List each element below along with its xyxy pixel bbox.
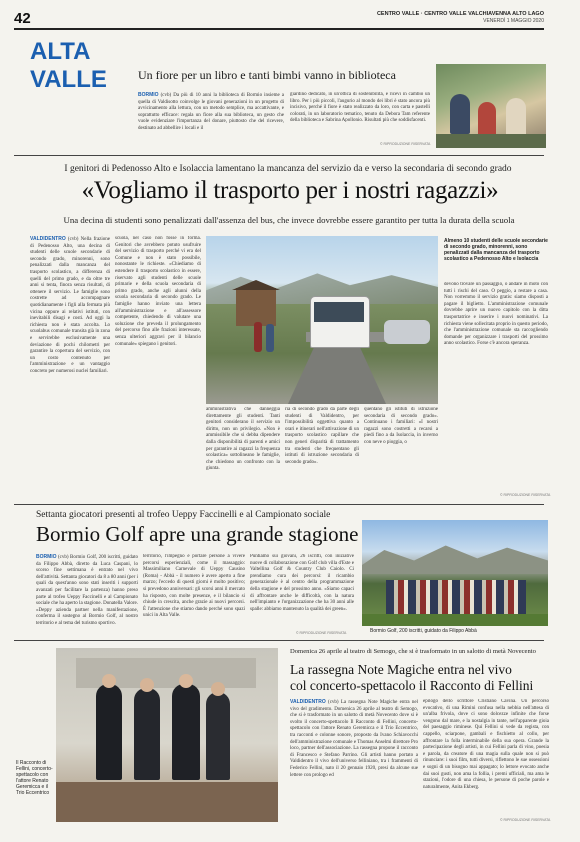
article3-lead: BORMIO — [36, 554, 57, 560]
article1-photo — [436, 64, 546, 148]
article3-col3: Puntiamo sui giovani, 26 iscritti, con iniziative nuove di collaborazione con Golf club villa d'Este e Valtellina Golf & Country Club Caiolo. Ci prendiamo cura dei percorsi: il ricambio generazionale è al centro della programmazione della stagione e del prossimo anno. «Siamo capaci di affrontare anche le difficoltà, con la natura nell'impianto e l'organizzazione che ha 30 anni alle spalle: abbiamo mantenuto la qualità dei green». — [250, 554, 354, 612]
issue-date: VENERDÌ 1 MAGGIO 2020 — [483, 18, 544, 24]
article2-col1-text: (cvb) Nella frazione di Pedenosso Alto, una decina di studenti delle scuole secondarie di secondo grado, minorenni, sono penalizzati dalla mancanza del trasporto scolastico, a differenza di quelli del primo grado, e da oltre tre anni si tenta, finora senza risultati, di ottenere il servizio. Le famiglie sono costrette ad accompagnare quotidianamente i figli alla fermata più vicina oppure ai relativi istituti, con inevitabili disagi e costi. Ad oggi la richiesta non è stata accolta. Lo scuolabus comunale transita già in zona e servirebbe esclusivamente una deviazione di pochi chilometri per garantire la copertura del servizio, con un costo contenuto per l'amministrazione e un vantaggio concreto per numerosi nuclei familiari. — [30, 237, 110, 374]
article3-caption: Bormio Golf, 200 iscritti, guidato da Filippo Abbà — [370, 628, 477, 634]
article2-col4: ria di secondo grado da parte degli studenti di Valdidentro, per l'impossibilità oggettiva quanto a orari e itinerari nell'attivazione di un trasporto scolastico capillare che non generi disparità di trattamento tra studenti che frequentano gli istituti di istruzione secondaria di secondo grado». — [285, 407, 359, 465]
article3-photo-golf — [362, 520, 548, 626]
article2-col6: devono trovare un passaggio, o andare in moto con tutti i rischi del caso. O peggio, a restare a casa. Non vorremmo il servizio gratis: siamo disposti a pagare il biglietto. L'amministrazione comunale dovrebbe aprire un nuovo capitolo con la ditta trasportatrice e inserire i nuovi nominativi. La richiesta viene sollecitata proprio in questo periodo, che l'amministrazione comunale sta raccogliendo domande per organizzare i trasporti del prossimo anno scolastico. Forse c'è ancora speranza. — [444, 282, 548, 347]
section-tag-line1: ALTA — [30, 38, 91, 65]
article2-col5: quentano gli istituti di istruzione secondaria di secondo grado». Continuano i familiari: «I nostri ragazzi sono costretti a recarsi a piedi fino a da Isolaccia, in inverno con neve o pioggia, o — [364, 407, 438, 445]
article4-lead: VALDIDENTRO — [290, 699, 326, 705]
article2-subhead: Una decina di studenti sono penalizzati dall'assenza del bus, che invece dovrebbe essere garantito per tutta la durata della scuola — [63, 215, 515, 225]
article2-credit: © RIPRODUZIONE RISERVATA — [500, 493, 551, 497]
page-number: 42 — [14, 10, 31, 27]
article2-caption: Almeno 10 studenti delle scuole secondarie di secondo grado, minorenni, sono penalizzati dalla mancanza del trasporto scolastico a Pedenosso Alto e Isolaccia — [444, 238, 548, 262]
header-rule — [14, 28, 544, 30]
article4-headline-1: La rassegna Note Magiche entra nel vivo — [290, 662, 512, 677]
article4-photo-concert — [56, 648, 278, 822]
article4-col1-text: (cvb) La rassegna Note Magiche entra nel vivo del gradimento. Domenica 26 aprile al teatro di Semogo, che si è trasformato in un salotto di metà Novecento dove si è svolto il concerto-spettacolo Il Racconto di Fellini, concerto-spettacolo con l'attore Renato Geremicca e il Trio Eccentrico, tra racconti e colonne sonore, proposto da Ivano Schiavocchi dell'amministrazione comunale e Thomas Anselmi direttore Pro loco, partner dell'associazione. La rassegna propone il racconto di Francesco e Stefano Parrino. Gli artisti hanno portato a Valdidentro il vivo dell'universo felliniano, tra i frammenti di Federico Fellini, nato il 20 gennaio 1920, presi da alcune sue lettere con prologo ed — [290, 700, 418, 778]
article3-kicker: Settanta giocatori presenti al trofeo Ueppy Faccinelli e al Campionato sociale — [36, 510, 331, 520]
article2-headline: «Vogliamo il trasporto per i nostri ragazzi» — [81, 177, 499, 204]
article3-col1 — [36, 554, 138, 636]
divider-3 — [14, 640, 544, 641]
article1-lead: BORMIO — [138, 92, 159, 98]
article1-col2: giardino dedicato, in un'ottica di sostenibilità, e ricevi in cambio un libro. Per i più piccoli, l'augurio al mondo dei libri è stato ancora più incisivo, perché il fiore è stato realizzato da loro, con carta e pastelli colorati, in un laboratorio tematico, tenuto da Debora Tam referente della biblioteca e Sabrina Apollonio. Risultati più che soddisfacenti. — [290, 92, 430, 124]
article4-col2: epilogo dello scrittore Cristiano Cavina. Un percorso evocativo, di una Rimini confusa nella nebbia nell'attesa di un'alba frivola, dove ci sono dolcezze infinite che forse vengono dal mare, e la nostalgia in tante, nell'apparente gioia del paesaggio riminese. Qui Fellini si vede da regista, con cappello, sciarpone, gambali e fischietto al collo, per affrontare la folla interminabile della sua opera. Grande la partecipazione degli artisti, in cui Fellini parla di vino, poesia e parola, da creatore di una magia sulla quale non si può rinunciare: i suoi film, tutti diversi, riflettono le sue ossessioni e sogni di un bisogno mai appagato; lo lettore evocato anche dai suoi gusti, non ama la follia, i premi ufficiali, ma ama le stazioni, l'odore di una chiesa, le persone di poche parole e naturalmente, Anita Ekberg. — [423, 699, 549, 790]
article4-kicker: Domenica 26 aprile al teatro di Semogo, che si è trasformato in un salotto di metà Novecento — [290, 648, 536, 655]
article4-col1 — [290, 699, 418, 823]
divider-2 — [14, 504, 544, 505]
section-tag-line2: VALLE — [30, 66, 107, 93]
article2-col2: scuola, nel caso non fosse in forma. Genitori che avrebbero potuto usufruire del servizio di trasporto perché vi era del Comune e non è stato possibile, nonostante le richieste. «Chiediamo di estendere il trasporto scolastico in essere, riservato agli studenti delle scuole primarie e della scuola secondaria di primo grado, anche agli alunni della scuola secondaria di secondo grado. Le famiglie hanno inviato una lettera all'amministrazione e all'assessore competente, chiedendo di valutare una soluzione che preveda il prolungamento del percorso fino alle frazioni interessate, senza ulteriori aggravi per il bilancio comunale» spiegano i genitori. — [115, 236, 201, 347]
article1-col1-text: (cvb) Da più di 10 anni la biblioteca di Bormio insieme a quella di Valdisotto coinvolge le giovani generazioni in un progetto di avvicinamento alla lettura, con un metodo semplice, ma accattivante, e soprattutto efficace: regala un fiore alla sua biblioteca, un gesto che vuole evidenziare l'importanza del donare, piuttosto che del ricevere, destinato ad abbellire i locali e il — [138, 93, 284, 131]
article3-col2: territorio, l'impegno è portare persone a vivere percorsi esperienziali, come il massaggio: Massimiliano Carnevale di Ueppy Causino (Roma) - Abbà - il numero è avere aperto a fine marzo; l'eccedo di questi giorni è molto positivo; si prevedono anniversari: gli scorsi anni il mercato ha risposto, con molte presenze, e il bilancio si chiude in crescita, anche grazie ai nuovi percorsi. È l'attenzione che stiamo dando perché sono spazi unici in Alta Valle. — [143, 554, 245, 619]
article1-col1 — [138, 92, 284, 148]
article1-credit: © RIPRODUZIONE RISERVATA — [380, 142, 431, 146]
article4-headline-2: col concerto-spettacolo il Racconto di Fellini — [290, 678, 534, 693]
article4-credit: © RIPRODUZIONE RISERVATA — [500, 818, 551, 822]
article3-col1-text: (cvb) Bormio Golf, 200 iscritti, guidato da Filippo Abbà, diretto da Luca Caspani, lo scorso fine settimana è entrato nel vivo dell'attività. Settanta giocatori da 8 a 80 anni (per i quali da quest'anno sono stati inseriti i supporti avanzati per facilitare la partenza) hanno preso parte al trofeo Ueppy Faccinelli e al Campionato sociale che ha aperto la stagione. Donatella Valore. «Deppy azienda partner nella manifestazione, conferma il sostegno al Bormio Golf, al nostro territorio e al tema del turismo sportivo. — [36, 555, 138, 626]
article2-lead: VALDIDENTRO — [30, 236, 66, 242]
article3-headline: Bormio Golf apre una grande stagione — [36, 522, 359, 546]
divider-1 — [14, 155, 544, 156]
article3-credit: © RIPRODUZIONE RISERVATA — [296, 631, 347, 635]
article2-col1 — [30, 236, 110, 498]
section-tag — [30, 40, 122, 125]
article2-col3: amministrativa che danneggia direttamente gli studenti. Tanti genitori considerano il servizio un diritto, non un privilegio. «Non è ammissibile che si debba dipendere dalla disponibilità di parenti e amici per garantire ai ragazzi la frequenza scolastica» sottolineano le famiglie, che chiedono un confronto con la giunta. — [206, 407, 280, 472]
article4-caption: Il Racconto di Fellini, concerto-spettacolo con l'attore Renato Geremicca e il Trio Eccentrico — [16, 760, 53, 796]
article2-photo-bus — [206, 236, 438, 404]
article1-headline: Un fiore per un libro e tanti bimbi vanno in biblioteca — [138, 68, 396, 82]
article2-kicker: I genitori di Pedenosso Alto e Isolaccia lamentano la mancanza del servizio da e verso la secondaria di secondo grado — [64, 164, 512, 174]
section-header: CENTRO VALLE · CENTRO VALLE VALCHIAVENNA ALTO LAGO — [376, 11, 544, 17]
